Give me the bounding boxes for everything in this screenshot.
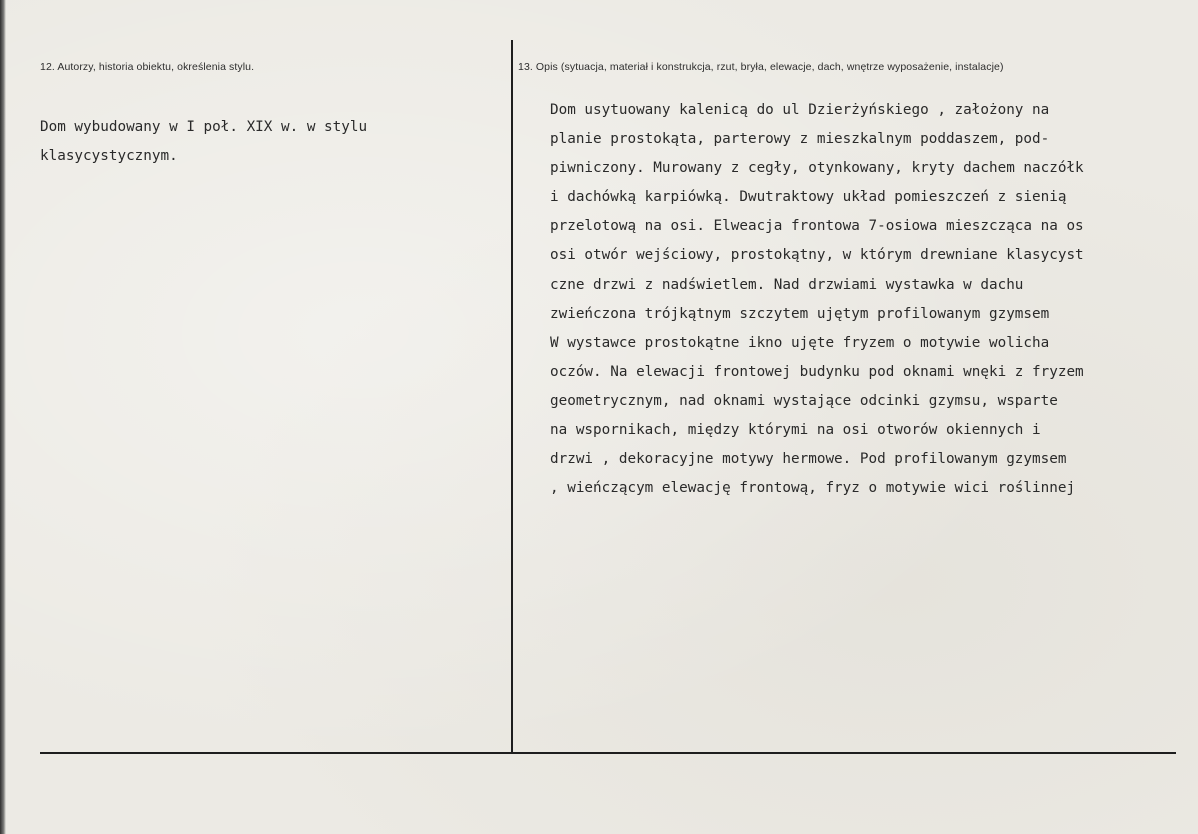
typed-line: drzwi , dekoracyjne motywy hermowe. Pod profilowanym gzymsem [550,451,1067,468]
column-divider [511,40,513,752]
typed-line: i dachówką karpiówką. Dwutraktowy układ pomieszczeń z sienią [550,189,1067,206]
section-13-heading: 13. Opis (sytuacja, materiał i konstrukcja, rzut, bryła, elewacje, dach, wnętrze wyposażenie, instalacje) [518,61,1004,73]
typed-line: Dom usytuowany kalenicą do ul Dzierżyńskiego , założony na [550,102,1050,118]
section-13-text [550,96,1198,503]
typed-line: na wspornikach, między którymi na osi otworów okiennych i [550,422,1041,439]
typed-line: oczów. Na elewacji frontowej budynku pod oknami wnęki z fryzem [550,363,1084,380]
typed-line: piwniczony. Murowany z cegły, otynkowany, kryty dachem naczółk [550,160,1084,177]
typed-line: geometrycznym, nad oknami wystające odcinki gzymsu, wsparte [550,392,1058,409]
page-edge-shadow [0,0,6,834]
section-12-heading: 12. Autorzy, historia obiektu, określenia stylu. [40,61,255,73]
typed-line: czne drzwi z nadświetlem. Nad drzwiami wystawka w dachu [550,276,1024,293]
typed-line: osi otwór wejściowy, prostokątny, w którym drewniane klasycyst [550,247,1084,264]
typed-line: zwieńczona trójkątnym szczytem ujętym profilowanym gzymsem [550,305,1050,322]
typed-line: W wystawce prostokątne ikno ujęte fryzem o motywie wolicha [550,334,1050,351]
bottom-rule [40,752,1176,754]
typed-line: planie prostokąta, parterowy z mieszkalnym poddaszem, pod- [550,131,1050,148]
section-12-text [40,113,367,171]
typed-line: klasycystycznym. [40,148,178,165]
typed-line: Dom wybudowany w I poł. XIX w. w stylu [40,119,368,135]
typed-line: przelotową na osi. Elweacja frontowa 7-osiowa mieszcząca na os [550,218,1084,235]
typed-line: , wieńczącym elewację frontową, fryz o motywie wici roślinnej [550,480,1076,497]
